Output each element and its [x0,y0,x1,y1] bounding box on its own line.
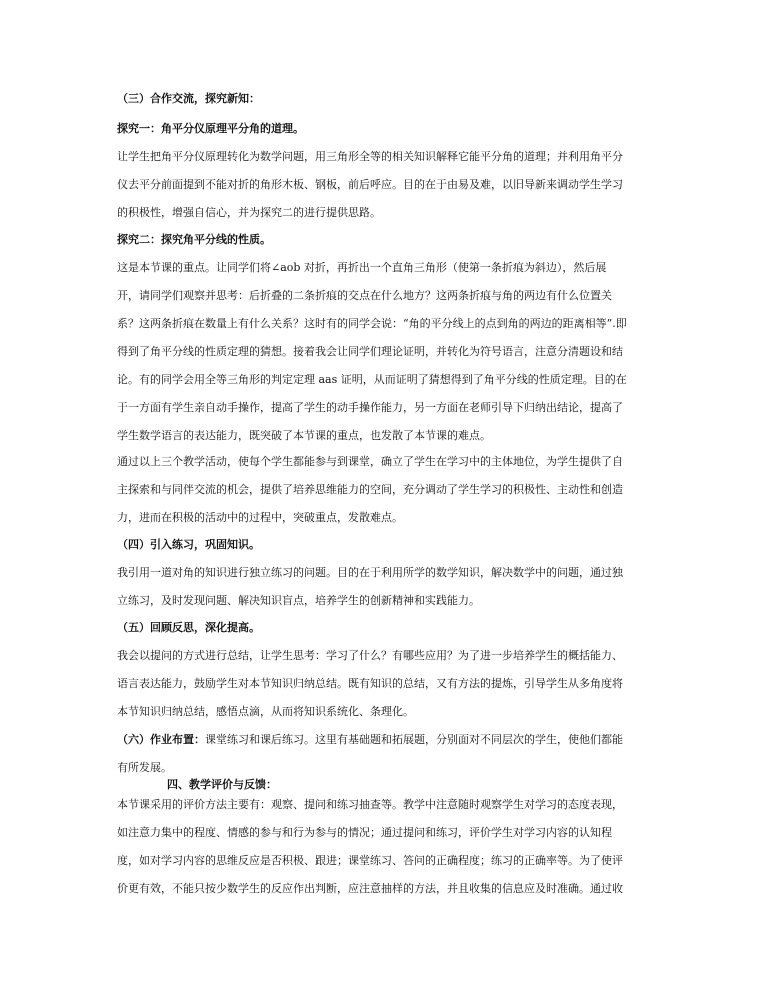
section-4-heading [117,535,657,555]
section-4-paragraph [117,563,657,619]
inquiry-2-title-block [117,230,657,250]
inquiry-1-title: 探究一：角平分仪原理平分角的道理。 [117,122,304,135]
paragraph-line: 系？这两条折痕在数量上有什么关系？这时有的同学会说：“角的平分线上的点到角的两边的距离相等”.即 [117,317,627,330]
evaluation-paragraph [117,795,657,907]
paragraph-line: 得到了角平分线的性质定理的猜想。接着我会让同学们理论证明，并转化为符号语言，注意分清题设和结 [117,345,623,358]
summary-paragraph [117,452,657,536]
paragraph-line: 主探索和与同伴交流的机会，提供了培养思维能力的空间，充分调动了学生学习的积极性、主动性和创造 [117,483,623,496]
section-3-heading [117,89,657,109]
paragraph-line: 立练习，及时发现问题、解决知识盲点，培养学生的创新精神和实践能力。 [117,594,480,607]
heading-6: （六）作业布置： [117,733,205,746]
section-5-paragraph [117,646,657,730]
paragraph-line: 我会以提问的方式进行总结，让学生思考：学习了什么？有哪些应用？为了进一步培养学生的概括能力、 [117,649,623,662]
paragraph-line: 通过以上三个教学活动，使每个学生都能参与到课堂，确立了学生在学习中的主体地位，为学生提供了自 [117,455,623,468]
paragraph-line: 语言表达能力，鼓励学生对本节知识归纳总结。既有知识的总结，又有方法的提炼，引导学生从多角度将 [117,677,623,690]
paragraph-line: 如注意力集中的程度、情感的参与和行为参与的情况；通过提问和练习，评价学生对学习内容的认知程 [117,826,612,839]
paragraph-line: 仪去平分前面提到不能对折的角形木板、钢板，前后呼应。目的在于由易及难，以旧导新来调动学生学习 [117,178,623,191]
inquiry-1-paragraph [117,147,657,231]
paragraph-line: 力，进而在积极的活动中的过程中，突破重点，发散难点。 [117,511,403,524]
paragraph-line: 本节知识归纳总结，感悟点滴，从而将知识系统化、条理化。 [117,705,414,718]
paragraph-line: 这是本节课的重点。让同学们将∠aob 对折，再折出一个直角三角形（使第一条折痕为斜边），然后展 [117,261,607,274]
paragraph-line: 价更有效，不能只按少数学生的反应作出判断，应注意抽样的方法，并且收集的信息应及时准确。通过收 [117,882,623,895]
paragraph-line: 开，请同学们观察并思考：后折叠的二条折痕的交点在什么地方？这两条折痕与角的两边有什么位置关 [117,289,612,302]
paragraph-line: 度，如对学习内容的思维反应是否积极、跟进；课堂练习、答问的正确程度；练习的正确率等。为了使评 [117,854,623,867]
inquiry-2-paragraph [117,258,657,454]
paragraph-line: 论。有的同学会用全等三角形的判定定理 aas 证明，从而证明了猜想得到了角平分线的性质定理。目的在 [117,373,627,386]
section-four-title-block [167,775,707,795]
paragraph-line: 有所发展。 [117,761,172,774]
paragraph-line: 学生数学语言的表达能力，既突破了本节课的重点，也发散了本节课的难点。 [117,429,491,442]
heading-3: （三）合作交流，探究新知： [117,92,260,105]
heading-4: （四）引入练习，巩固知识。 [117,538,260,551]
paragraph-line: 的积极性，增强自信心，并为探究二的进行提供思路。 [117,206,381,219]
paragraph-line: 于一方面有学生亲自动手操作，提高了学生的动手操作能力，另一方面在老师引导下归纳出结论，提高了 [117,401,623,414]
heading-6-text: 课堂练习和课后练习。这里有基础题和拓展题，分别面对不同层次的学生，使他们都能 [205,733,623,746]
section-6-first-line [117,730,657,758]
section-four-title: 四、教学评价与反馈： [167,778,277,791]
inquiry-1-title-block [117,119,657,139]
inquiry-2-title: 探究二：探究角平分线的性质。 [117,233,271,246]
heading-5: （五）回顾反思，深化提高。 [117,621,260,634]
section-5-heading [117,618,657,638]
section-6-paragraph [117,730,657,778]
paragraph-line: 我引用一道对角的知识进行独立练习的问题。目的在于利用所学的数学知识，解决数学中的问题，通过独 [117,566,623,579]
paragraph-line: 让学生把角平分仪原理转化为数学问题，用三角形全等的相关知识解释它能平分角的道理；并利用角平分 [117,150,623,163]
paragraph-line: 本节课采用的评价方法主要有：观察、提问和练习抽查等。教学中注意随时观察学生对学习的态度表现， [117,798,623,811]
